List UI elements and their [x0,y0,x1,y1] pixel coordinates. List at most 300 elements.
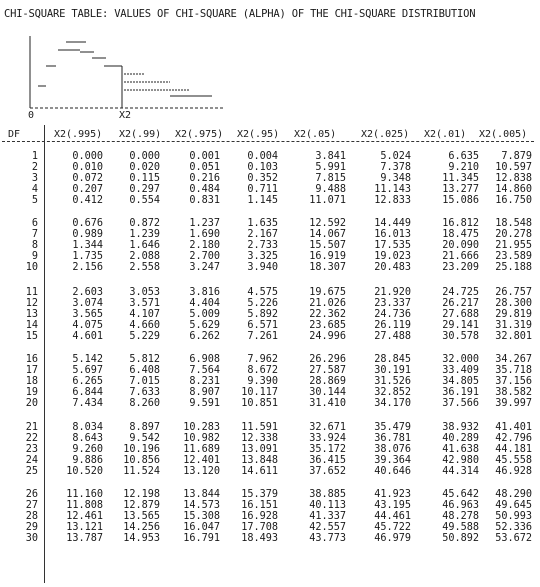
df-cell: 25 [25,466,38,478]
value-cell: 46.928 [495,466,532,478]
df-cell: 19 [25,387,38,399]
value-cell: 22.362 [309,309,346,321]
value-cell: 46.963 [442,500,479,512]
df-cell: 24 [25,455,38,467]
value-cell: 9.591 [189,398,220,410]
value-cell: 7.378 [380,162,411,174]
value-cell: 21.026 [309,298,346,310]
df-cell: 4 [31,184,38,196]
value-cell: 14.611 [241,466,278,478]
value-cell: 0.711 [247,184,278,196]
value-cell: 17.708 [241,522,278,534]
value-cell: 12.879 [123,500,160,512]
value-cell: 4.404 [189,298,220,310]
value-cell: 3.247 [189,262,220,274]
value-cell: 37.566 [442,398,479,410]
value-cell: 6.844 [72,387,103,399]
value-cell: 11.808 [66,500,103,512]
value-cell: 10.196 [123,444,160,456]
table-row [0,455,540,466]
value-cell: 39.364 [374,455,411,467]
value-cell: 0.051 [189,162,220,174]
value-cell: 52.336 [495,522,532,534]
table-row [0,433,540,444]
table-row [0,398,540,409]
table-row [0,320,540,331]
value-cell: 27.488 [374,331,411,343]
value-cell: 33.924 [309,433,346,445]
value-cell: 11.143 [374,184,411,196]
value-cell: 17.535 [374,240,411,252]
value-cell: 3.816 [189,287,220,298]
value-cell: 9.260 [72,444,103,456]
value-cell: 37.652 [309,466,346,478]
value-cell: 42.557 [309,522,346,534]
value-cell: 4.107 [129,309,160,321]
value-cell: 11.591 [241,422,278,433]
value-cell: 37.156 [495,376,532,388]
df-cell: 30 [25,533,38,545]
value-cell: 16.013 [374,229,411,241]
df-cell: 22 [25,433,38,445]
value-cell: 6.908 [189,354,220,365]
value-cell: 43.195 [374,500,411,512]
value-cell: 34.267 [495,354,532,365]
value-cell: 14.449 [374,218,411,229]
value-cell: 5.697 [72,365,103,377]
value-cell: 8.897 [129,422,160,433]
value-cell: 3.325 [247,251,278,263]
value-cell: 40.646 [374,466,411,478]
value-cell: 26.296 [309,354,346,365]
df-cell: 13 [25,309,38,321]
value-cell: 1.237 [189,218,220,229]
table-title: CHI-SQUARE TABLE: VALUES OF CHI-SQUARE (ALPHA) OF THE CHI-SQUARE DISTRIBUTION [4,8,476,20]
value-cell: 27.688 [442,309,479,321]
df-cell: 23 [25,444,38,456]
df-cell: 15 [25,331,38,343]
value-cell: 15.086 [442,195,479,207]
value-cell: 8.672 [247,365,278,377]
value-cell: 45.558 [495,455,532,467]
value-cell: 5.024 [380,151,411,162]
value-cell: 31.526 [374,376,411,388]
column-header-3: X2(.975) [175,129,224,140]
value-cell: 27.587 [309,365,346,377]
value-cell: 8.231 [189,376,220,388]
value-cell: 2.733 [247,240,278,252]
value-cell: 13.565 [123,511,160,523]
value-cell: 6.408 [129,365,160,377]
value-cell: 0.412 [72,195,103,207]
value-cell: 28.845 [374,354,411,365]
value-cell: 10.520 [66,466,103,478]
value-cell: 15.507 [309,240,346,252]
value-cell: 0.020 [129,162,160,174]
table-row [0,173,540,184]
value-cell: 49.645 [495,500,532,512]
value-cell: 2.558 [129,262,160,274]
value-cell: 42.796 [495,433,532,445]
value-cell: 0.004 [247,151,278,162]
value-cell: 0.001 [189,151,220,162]
value-cell: 7.434 [72,398,103,410]
table-row [0,511,540,522]
value-cell: 13.091 [241,444,278,456]
value-cell: 7.962 [247,354,278,365]
value-cell: 40.289 [442,433,479,445]
value-cell: 16.919 [309,251,346,263]
value-cell: 32.852 [374,387,411,399]
table-row [0,365,540,376]
value-cell: 3.571 [129,298,160,310]
table-row [0,218,540,229]
value-cell: 38.932 [442,422,479,433]
value-cell: 43.773 [309,533,346,545]
value-cell: 28.300 [495,298,532,310]
value-cell: 29.819 [495,309,532,321]
df-cell: 18 [25,376,38,388]
df-cell: 2 [31,162,38,174]
value-cell: 2.156 [72,262,103,274]
value-cell: 14.573 [183,500,220,512]
table-row [0,354,540,365]
table-row [0,251,540,262]
value-cell: 7.633 [129,387,160,399]
value-cell: 39.997 [495,398,532,410]
table-row [0,500,540,511]
table-row [0,229,540,240]
value-cell: 13.277 [442,184,479,196]
table-row [0,195,540,206]
value-cell: 8.907 [189,387,220,399]
table-row [0,309,540,320]
value-cell: 14.067 [309,229,346,241]
table-row [0,262,540,273]
value-cell: 2.603 [72,287,103,298]
value-cell: 2.700 [189,251,220,263]
value-cell: 36.781 [374,433,411,445]
value-cell: 5.991 [315,162,346,174]
value-cell: 38.076 [374,444,411,456]
value-cell: 14.860 [495,184,532,196]
value-cell: 7.015 [129,376,160,388]
value-cell: 50.892 [442,533,479,545]
value-cell: 20.483 [374,262,411,274]
df-cell: 11 [25,287,38,298]
value-cell: 26.119 [374,320,411,332]
table-row [0,444,540,455]
value-cell: 11.524 [123,466,160,478]
df-cell: 27 [25,500,38,512]
df-cell: 5 [31,195,38,207]
column-header-8: X2(.005) [479,129,528,140]
value-cell: 30.578 [442,331,479,343]
table-row [0,533,540,544]
value-cell: 40.113 [309,500,346,512]
value-cell: 5.229 [129,331,160,343]
value-cell: 12.838 [495,173,532,185]
value-cell: 50.993 [495,511,532,523]
value-cell: 5.009 [189,309,220,321]
value-cell: 16.791 [183,533,220,545]
value-cell: 11.071 [309,195,346,207]
value-cell: 0.010 [72,162,103,174]
value-cell: 16.812 [442,218,479,229]
value-cell: 15.308 [183,511,220,523]
value-cell: 44.181 [495,444,532,456]
value-cell: 41.401 [495,422,532,433]
value-cell: 3.940 [247,262,278,274]
column-header-1: X2(.995) [54,129,103,140]
value-cell: 7.261 [247,331,278,343]
value-cell: 32.671 [309,422,346,433]
table-row [0,387,540,398]
table-row [0,287,540,298]
df-cell: 14 [25,320,38,332]
column-header-4: X2(.95) [237,129,280,140]
table-row [0,298,540,309]
chi-square-distribution-ascii-figure [0,30,240,122]
value-cell: 0.115 [129,173,160,185]
value-cell: 13.844 [183,489,220,500]
value-cell: 49.588 [442,522,479,534]
value-cell: 45.722 [374,522,411,534]
value-cell: 20.278 [495,229,532,241]
value-cell: 0.103 [247,162,278,174]
value-cell: 1.690 [189,229,220,241]
value-cell: 41.638 [442,444,479,456]
table-row [0,489,540,500]
value-cell: 23.337 [374,298,411,310]
df-cell: 16 [25,354,38,365]
column-header-2: X2(.99) [119,129,162,140]
value-cell: 18.548 [495,218,532,229]
value-cell: 3.565 [72,309,103,321]
value-cell: 9.886 [72,455,103,467]
value-cell: 42.980 [442,455,479,467]
value-cell: 0.216 [189,173,220,185]
value-cell: 8.260 [129,398,160,410]
value-cell: 9.488 [315,184,346,196]
value-cell: 1.635 [247,218,278,229]
value-cell: 5.629 [189,320,220,332]
value-cell: 5.226 [247,298,278,310]
value-cell: 34.170 [374,398,411,410]
value-cell: 15.379 [241,489,278,500]
value-cell: 31.410 [309,398,346,410]
value-cell: 0.872 [129,218,160,229]
df-cell: 3 [31,173,38,185]
value-cell: 4.601 [72,331,103,343]
value-cell: 48.278 [442,511,479,523]
value-cell: 18.307 [309,262,346,274]
df-cell: 6 [31,218,38,229]
table-row [0,422,540,433]
table-row [0,522,540,533]
df-cell: 28 [25,511,38,523]
column-header-6: X2(.025) [361,129,410,140]
value-cell: 11.689 [183,444,220,456]
value-cell: 0.297 [129,184,160,196]
value-cell: 3.074 [72,298,103,310]
value-cell: 36.415 [309,455,346,467]
value-cell: 41.337 [309,511,346,523]
value-cell: 25.188 [495,262,532,274]
value-cell: 4.075 [72,320,103,332]
table-row [0,162,540,173]
value-cell: 44.461 [374,511,411,523]
value-cell: 0.831 [189,195,220,207]
value-cell: 45.642 [442,489,479,500]
value-cell: 19.675 [309,287,346,298]
value-cell: 35.718 [495,365,532,377]
df-cell: 10 [25,262,38,274]
value-cell: 41.923 [374,489,411,500]
critical-value-label: X2 [119,110,132,121]
value-cell: 13.848 [241,455,278,467]
value-cell: 35.479 [374,422,411,433]
value-cell: 10.597 [495,162,532,174]
value-cell: 12.833 [374,195,411,207]
value-cell: 46.979 [374,533,411,545]
value-cell: 24.996 [309,331,346,343]
value-cell: 1.145 [247,195,278,207]
value-cell: 7.564 [189,365,220,377]
value-cell: 3.841 [315,151,346,162]
column-header-0: DF [8,129,21,140]
value-cell: 23.589 [495,251,532,263]
value-cell: 5.812 [129,354,160,365]
value-cell: 2.180 [189,240,220,252]
table-row [0,466,540,477]
value-cell: 30.144 [309,387,346,399]
value-cell: 9.542 [129,433,160,445]
value-cell: 13.120 [183,466,220,478]
table-row [0,240,540,251]
value-cell: 2.088 [129,251,160,263]
df-cell: 21 [25,422,38,433]
value-cell: 0.000 [72,151,103,162]
df-cell: 1 [31,151,38,162]
column-header-7: X2(.01) [424,129,467,140]
value-cell: 0.676 [72,218,103,229]
df-cell: 12 [25,298,38,310]
value-cell: 38.885 [309,489,346,500]
value-cell: 13.121 [66,522,103,534]
value-cell: 1.239 [129,229,160,241]
value-cell: 16.928 [241,511,278,523]
value-cell: 32.801 [495,331,532,343]
value-cell: 2.167 [247,229,278,241]
df-cell: 26 [25,489,38,500]
column-header-5: X2(.05) [294,129,337,140]
value-cell: 0.352 [247,173,278,185]
value-cell: 14.256 [123,522,160,534]
value-cell: 4.575 [247,287,278,298]
value-cell: 10.851 [241,398,278,410]
value-cell: 7.815 [315,173,346,185]
value-cell: 53.672 [495,533,532,545]
table-row [0,151,540,162]
value-cell: 18.475 [442,229,479,241]
value-cell: 31.319 [495,320,532,332]
value-cell: 36.191 [442,387,479,399]
value-cell: 8.034 [72,422,103,433]
value-cell: 12.198 [123,489,160,500]
value-cell: 21.666 [442,251,479,263]
table-row [0,184,540,195]
value-cell: 13.787 [66,533,103,545]
df-cell: 7 [31,229,38,241]
value-cell: 8.643 [72,433,103,445]
value-cell: 0.989 [72,229,103,241]
value-cell: 24.736 [374,309,411,321]
value-cell: 0.072 [72,173,103,185]
value-cell: 6.571 [247,320,278,332]
value-cell: 6.635 [448,151,479,162]
value-cell: 33.409 [442,365,479,377]
df-cell: 8 [31,240,38,252]
table-row [0,331,540,342]
value-cell: 0.554 [129,195,160,207]
value-cell: 24.725 [442,287,479,298]
df-cell: 9 [31,251,38,263]
value-cell: 10.283 [183,422,220,433]
table-row [0,376,540,387]
value-cell: 44.314 [442,466,479,478]
value-cell: 30.191 [374,365,411,377]
value-cell: 5.892 [247,309,278,321]
value-cell: 9.348 [380,173,411,185]
value-cell: 14.953 [123,533,160,545]
value-cell: 34.805 [442,376,479,388]
origin-label: 0 [28,110,35,121]
value-cell: 29.141 [442,320,479,332]
header-separator [2,141,534,142]
value-cell: 3.053 [129,287,160,298]
value-cell: 48.290 [495,489,532,500]
value-cell: 6.262 [189,331,220,343]
value-cell: 6.265 [72,376,103,388]
value-cell: 16.047 [183,522,220,534]
df-cell: 20 [25,398,38,410]
value-cell: 38.582 [495,387,532,399]
value-cell: 7.879 [501,151,532,162]
value-cell: 1.344 [72,240,103,252]
value-cell: 21.955 [495,240,532,252]
value-cell: 23.209 [442,262,479,274]
value-cell: 12.401 [183,455,220,467]
value-cell: 20.090 [442,240,479,252]
value-cell: 0.207 [72,184,103,196]
value-cell: 0.000 [129,151,160,162]
value-cell: 1.735 [72,251,103,263]
value-cell: 19.023 [374,251,411,263]
value-cell: 35.172 [309,444,346,456]
value-cell: 23.685 [309,320,346,332]
value-cell: 18.493 [241,533,278,545]
value-cell: 5.142 [72,354,103,365]
value-cell: 0.484 [189,184,220,196]
df-cell: 17 [25,365,38,377]
value-cell: 16.151 [241,500,278,512]
value-cell: 10.117 [241,387,278,399]
value-cell: 12.338 [241,433,278,445]
value-cell: 26.757 [495,287,532,298]
value-cell: 10.982 [183,433,220,445]
value-cell: 16.750 [495,195,532,207]
